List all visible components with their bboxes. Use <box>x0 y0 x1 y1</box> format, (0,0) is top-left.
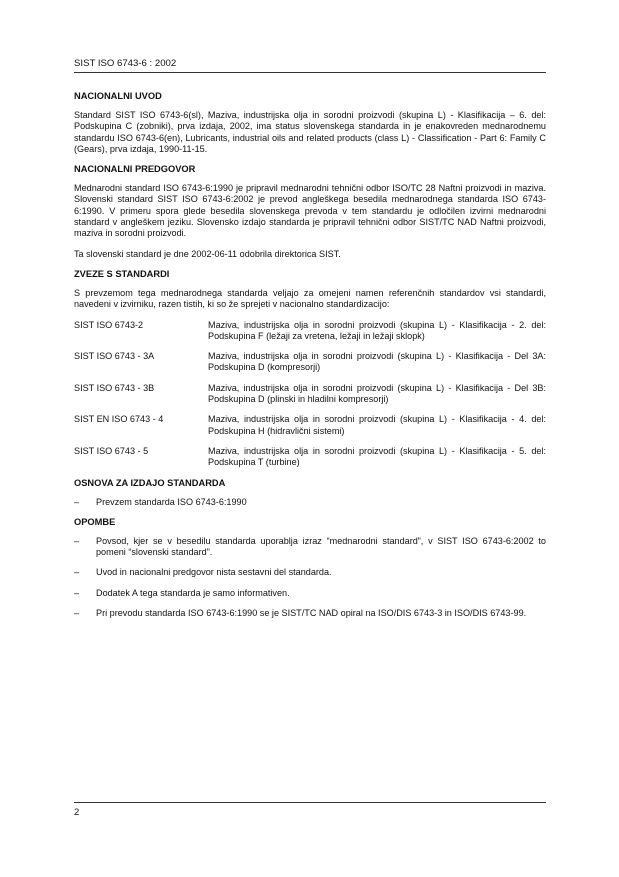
reference-row <box>74 414 546 437</box>
section-opombe <box>74 517 546 619</box>
list-item-text: Dodatek A tega standarda je samo informativen. <box>96 587 290 598</box>
bullet-dash: – <box>74 535 80 546</box>
reference-description: Maziva, industrijska olja in sorodni proizvodi (skupina L) - Klasifikacija - 4. del: Podskupina H (hidravlični sistemi) <box>208 414 546 436</box>
bullet-dash: – <box>74 496 80 507</box>
reference-row <box>74 320 546 343</box>
list-item <box>74 588 546 599</box>
section-nacionalni-uvod <box>74 91 546 155</box>
reference-code: SIST ISO 6743 - 3A <box>74 351 155 362</box>
reference-code: SIST EN ISO 6743 - 4 <box>74 414 164 425</box>
section-title: OSNOVA ZA IZDAJO STANDARDA <box>74 477 226 488</box>
section-title: NACIONALNI UVOD <box>74 91 162 101</box>
reference-code: SIST ISO 6743 - 5 <box>74 445 149 456</box>
section-title: OPOMBE <box>74 516 116 527</box>
reference-description: Maziva, industrijska olja in sorodni proizvodi (skupina L) - Klasifikacija - 5. del: Podskupina T (turbine) <box>208 445 546 468</box>
footer-rule <box>74 802 546 803</box>
paragraph: S prevzemom tega mednarodnega standarda veljajo za omejeni namen referenčnih standardov vsi standardi, navedeni v izvirniku, razen tistih, ki so že sprejeti v nacionalno standardizacijo: <box>74 287 546 310</box>
section-zveze-s-standardi <box>74 269 546 469</box>
reference-code: SIST ISO 6743 - 3B <box>74 382 155 393</box>
reference-description: Maziva, industrijska olja in sorodni proizvodi (skupina L) - Klasifikacija - Del 3B: Podskupina D (plinski in hladilni kompresorji) <box>208 382 546 405</box>
list-item-text: Uvod in nacionalni predgovor nista sestavni del standarda. <box>96 567 332 578</box>
page-content <box>74 91 546 628</box>
reference-row <box>74 383 546 406</box>
section-title: NACIONALNI PREDGOVOR <box>74 164 196 175</box>
section-title: ZVEZE S STANDARDI <box>74 268 170 279</box>
paragraph: Mednarodni standard ISO 6743-6:1990 je pripravil mednarodni tehnični odbor ISO/TC 28 Naftni proizvodi in maziva. Slovenski standard SIST ISO 6743-6:2002 je prevod angleškega besedila mednarodnega standarda ISO 6743-6:1990. V primeru spora glede besedila slovenskega prevoda v tem standardu je odločilen izvirni mednarodni standard v angleškem jeziku. Slovensko izdajo standarda je pripravil tehnični odbor SIST/TC NAD Naftni proizvodi, maziva in sorodni proizvodi. <box>74 183 546 239</box>
reference-row <box>74 446 546 469</box>
reference-row <box>74 351 546 374</box>
reference-description: Maziva, industrijska olja in sorodni proizvodi (skupina L) - Klasifikacija - 2. del: Podskupina F (ležaji za vretena, ležaji in ležaji sklopk) <box>208 319 546 341</box>
list-item-text: Povsod, kjer se v besedilu standarda uporablja izraz “mednarodni standard”, v SIST ISO 6743-6:2002 to pomeni “slovenski standard”. <box>96 535 546 558</box>
section-osnova <box>74 478 546 508</box>
bullet-dash: – <box>74 587 80 598</box>
bullet-dash: – <box>74 567 80 578</box>
document-page <box>74 0 546 877</box>
reference-description: Maziva, industrijska olja in sorodni proizvodi (skupina L) - Klasifikacija - Del 3A: Podskupina D (kompresorji) <box>208 351 546 373</box>
paragraph: Standard SIST ISO 6743-6(sl), Maziva, industrijska olja in sorodni proizvodi (skupina L) - Klasifikacija – 6. del: Podskupina C (zobniki), prva izdaja, 2002, ima status slovenskega standarda in je enakovreden mednarodnemu standardu ISO 6743-6(en), Lubricants, industrial oils and related products (class L) - Classification - Part 6: Family C (Gears), prva izdaja, 1990-11-15. <box>74 110 546 154</box>
section-nacionalni-predgovor <box>74 164 546 260</box>
list-item <box>74 567 546 578</box>
page-number: 2 <box>74 807 80 818</box>
paragraph: Ta slovenski standard je dne 2002-06-11 odobrila direktorica SIST. <box>74 248 341 259</box>
bullet-dash: – <box>74 608 80 619</box>
list-item <box>74 536 546 559</box>
list-item-text: Prevzem standarda ISO 6743-6:1990 <box>96 496 247 507</box>
list-item-text: Pri prevodu standarda ISO 6743-6:1990 se je SIST/TC NAD opiral na ISO/DIS 6743-3 in ISO/DIS 6743-99. <box>96 608 527 619</box>
header-doc-id: SIST ISO 6743-6 : 2002 <box>74 58 177 69</box>
list-item <box>74 497 546 508</box>
header-rule <box>74 72 546 73</box>
reference-code: SIST ISO 6743-2 <box>74 319 144 330</box>
list-item <box>74 608 546 619</box>
